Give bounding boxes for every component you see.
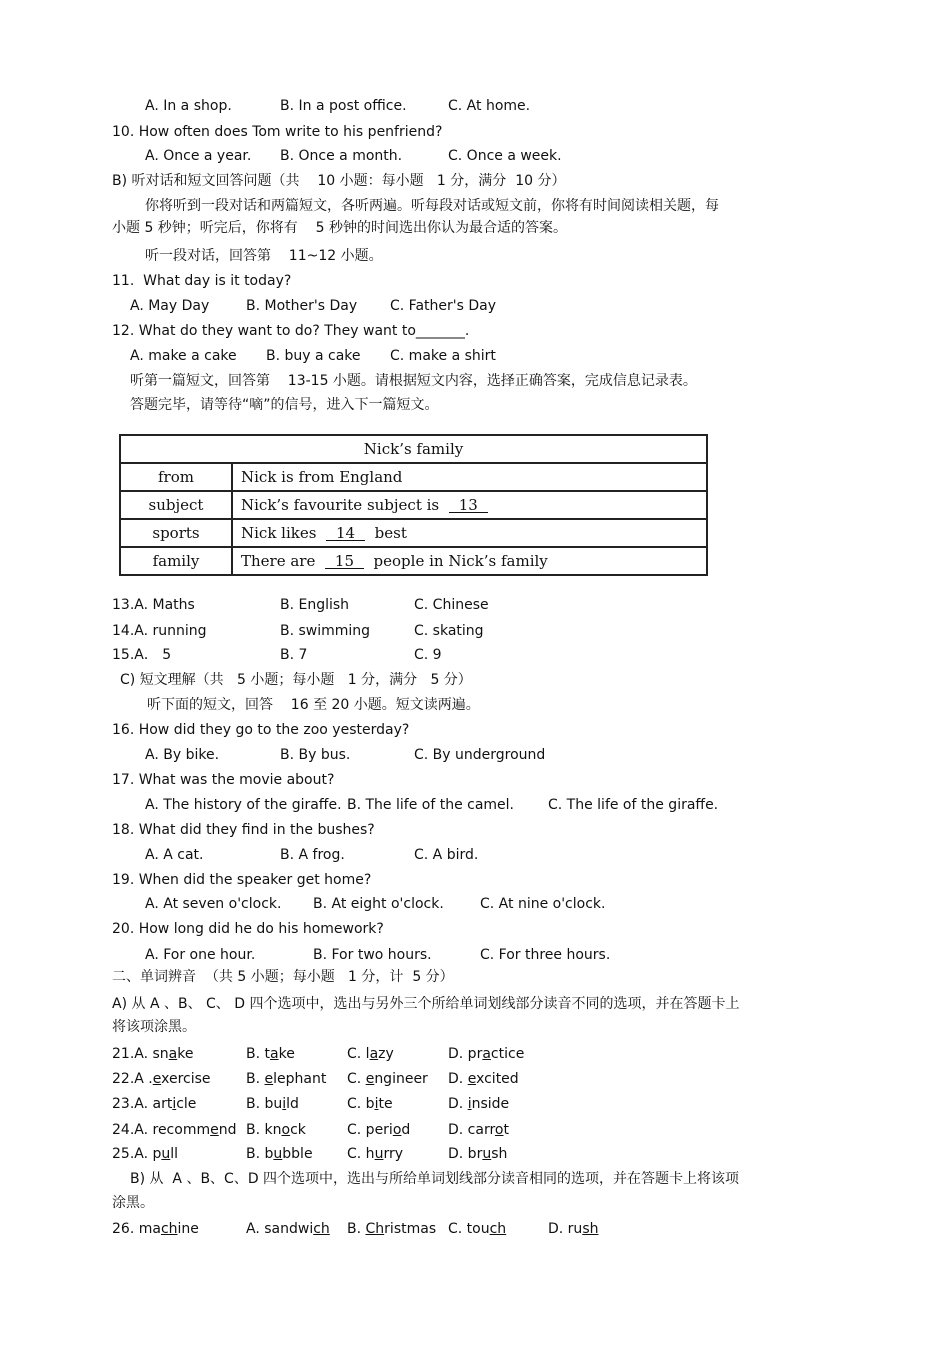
q15-option-c: C. 9: [414, 647, 442, 663]
phonetic-word: [112, 1121, 237, 1139]
phonetic-word: [347, 1121, 410, 1139]
word-prefix: B.: [246, 1071, 265, 1087]
section-c-heading: C) 短文理解（共 5 小题；每小题 1 分，满分 5 分）: [120, 672, 472, 688]
word-prefix: B. t: [246, 1046, 270, 1062]
word-prefix: C. peri: [347, 1122, 393, 1138]
q11-option-c: C. Father's Day: [390, 298, 496, 314]
row-label-from: from: [120, 463, 232, 491]
word-suffix: bble: [282, 1146, 313, 1162]
table-row: [120, 463, 707, 491]
underlined-letters: i: [282, 1096, 287, 1112]
phonetic-word: [347, 1220, 436, 1238]
q14-option-a: 14.A. running: [112, 623, 207, 639]
word-prefix: 22.A .: [112, 1071, 153, 1087]
phonetic-word: [246, 1045, 295, 1063]
underlined-letters: e: [365, 1071, 375, 1087]
word-suffix: zy: [378, 1046, 394, 1062]
underlined-letters: u: [482, 1146, 492, 1162]
phonetic-word: [246, 1145, 313, 1163]
phonetic-word: [548, 1220, 598, 1238]
word-prefix: B. b: [246, 1146, 274, 1162]
q13-option-b: B. English: [280, 597, 350, 613]
word-prefix: D. carr: [448, 1122, 495, 1138]
phonetic-word: [448, 1220, 506, 1238]
phonetic-word: [112, 1045, 194, 1063]
word-prefix: C. h: [347, 1146, 375, 1162]
underlined-letters: e: [467, 1071, 477, 1087]
q17-option-b: B. The life of the camel.: [347, 797, 515, 813]
underlined-letters: ch: [313, 1221, 330, 1237]
underlined-letters: a: [270, 1046, 279, 1062]
q20-option-b: B. For two hours.: [313, 947, 432, 963]
dialog-instruction: 听一段对话，回答第 11~12 小题。: [145, 248, 383, 264]
phonetic-word: [246, 1121, 306, 1139]
q20-option-a: A. For one hour.: [145, 947, 256, 963]
phonetic-word: [246, 1070, 326, 1088]
q10-option-c: C. Once a week.: [448, 148, 562, 164]
underlined-letters: ch: [160, 1221, 178, 1237]
word-suffix: d: [401, 1122, 411, 1138]
family-text: There are: [241, 552, 316, 570]
underlined-letters: u: [161, 1146, 171, 1162]
phonetic-word: [112, 1145, 178, 1163]
blank-15: 15: [325, 554, 364, 569]
phonetic-word: [112, 1095, 196, 1113]
word-suffix: ke: [278, 1046, 295, 1062]
word-prefix: C. b: [347, 1096, 375, 1112]
word-suffix: t: [503, 1122, 509, 1138]
word-prefix: D. ru: [548, 1221, 583, 1237]
word-prefix: B. bu: [246, 1096, 283, 1112]
q13-option-c: C. Chinese: [414, 597, 489, 613]
word-suffix: ke: [177, 1046, 194, 1062]
part2-instruction-a-1: A) 从 A 、B、 C、 D 四个选项中，选出与另外三个所给单词划线部分读音不同的选项，并在答题卡上: [112, 996, 740, 1012]
q16-option-c: C. By underground: [414, 747, 546, 763]
q19-option-c: C. At nine o'clock.: [480, 896, 606, 912]
q9-option-c: C. At home.: [448, 98, 531, 114]
phonetic-word: [347, 1070, 428, 1088]
word-suffix: ine: [177, 1221, 199, 1237]
q11-option-b: B. Mother's Day: [246, 298, 358, 314]
blank-14: 14: [326, 526, 365, 541]
q19-option-b: B. At eight o'clock.: [313, 896, 444, 912]
word-prefix: B. kn: [246, 1122, 282, 1138]
word-prefix: C.: [347, 1071, 366, 1087]
row-label-family: family: [120, 547, 232, 575]
q11-option-a: A. May Day: [130, 298, 210, 314]
q14-option-c: C. skating: [414, 623, 484, 639]
word-suffix: te: [378, 1096, 393, 1112]
phonetic-word: [448, 1095, 509, 1113]
q16-option-b: B. By bus.: [280, 747, 351, 763]
word-prefix: C. tou: [448, 1221, 490, 1237]
q19-question: 19. When did the speaker get home?: [112, 872, 372, 888]
q17-option-a: A. The history of the giraffe.: [145, 797, 342, 813]
q15-option-b: B. 7: [280, 647, 308, 663]
q10-option-a: A. Once a year.: [145, 148, 252, 164]
underlined-letters: e: [152, 1071, 162, 1087]
q16-option-a: A. By bike.: [145, 747, 220, 763]
blank-13: 13: [449, 498, 488, 513]
word-suffix: rry: [383, 1146, 403, 1162]
q16-question: 16. How did they go to the zoo yesterday?: [112, 722, 410, 738]
underlined-letters: a: [482, 1046, 491, 1062]
q12-option-c: C. make a shirt: [390, 348, 496, 364]
row-value-family: [232, 547, 707, 575]
part2-instruction-b-2: 涂黑。: [112, 1195, 154, 1211]
underlined-letters: sh: [582, 1221, 599, 1237]
word-suffix: ristmas: [384, 1221, 437, 1237]
section-c-instruction: 听下面的短文，回答 16 至 20 小题。短文读两遍。: [147, 697, 480, 713]
row-value-sports: [232, 519, 707, 547]
q10-option-b: B. Once a month.: [280, 148, 403, 164]
word-suffix: nside: [471, 1096, 510, 1112]
table-row: [120, 547, 707, 575]
word-suffix: ld: [286, 1096, 299, 1112]
phonetic-word: [448, 1145, 507, 1163]
q17-question: 17. What was the movie about?: [112, 772, 335, 788]
phonetic-word: [112, 1220, 199, 1238]
q17-option-c: C. The life of the giraffe.: [548, 797, 719, 813]
underlined-letters: e: [264, 1071, 274, 1087]
q18-option-a: A. A cat.: [145, 847, 204, 863]
from-text: Nick is from England: [241, 468, 403, 486]
q9-option-b: B. In a post office.: [280, 98, 407, 114]
q12-option-b: B. buy a cake: [266, 348, 361, 364]
phonetic-word: [347, 1045, 394, 1063]
word-prefix: 26. ma: [112, 1221, 161, 1237]
underlined-letters: o: [494, 1122, 504, 1138]
part2-instruction-a-2: 将该项涂黑。: [112, 1019, 196, 1035]
passage1-instruction-1: 听第一篇短文，回答第 13-15 小题。请根据短文内容，选择正确答案，完成信息记录表。: [130, 373, 697, 389]
underlined-letters: ch: [489, 1221, 507, 1237]
sports-text: Nick likes: [241, 524, 317, 542]
q18-option-b: B. A frog.: [280, 847, 345, 863]
word-prefix: D.: [448, 1096, 468, 1112]
q20-question: 20. How long did he do his homework?: [112, 921, 384, 937]
part2-instruction-b-1: B) 从 A 、B、C、D 四个选项中，选出与所给单词划线部分读音相同的选项，并在答题卡上将该项: [130, 1171, 740, 1187]
phonetic-word: [246, 1220, 330, 1238]
underlined-letters: i: [374, 1096, 379, 1112]
word-prefix: 23.A. art: [112, 1096, 173, 1112]
word-prefix: D. pr: [448, 1046, 483, 1062]
word-suffix: lephant: [273, 1071, 327, 1087]
underlined-letters: u: [273, 1146, 283, 1162]
underlined-letters: i: [467, 1096, 472, 1112]
phonetic-word: [448, 1121, 509, 1139]
passage1-instruction-2: 答题完毕，请等待“嘀”的信号，进入下一篇短文。: [130, 397, 439, 413]
q9-option-a: A. In a shop.: [145, 98, 232, 114]
q10-question: 10. How often does Tom write to his penfriend?: [112, 124, 443, 140]
word-suffix: ll: [170, 1146, 179, 1162]
word-prefix: C. l: [347, 1046, 370, 1062]
part2-heading: 二、单词辨音 （共 5 小题；每小题 1 分，计 5 分）: [112, 969, 454, 985]
word-suffix: nd: [218, 1122, 237, 1138]
phonetic-word: [112, 1070, 211, 1088]
word-suffix: xercise: [161, 1071, 211, 1087]
underlined-letters: e: [210, 1122, 219, 1138]
sports-text-end: best: [374, 524, 407, 542]
q14-option-b: B. swimming: [280, 623, 371, 639]
underlined-letters: a: [369, 1046, 379, 1062]
q11-question: 11. What day is it today?: [112, 273, 292, 289]
nick-family-table: [119, 434, 708, 576]
q12-option-a: A. make a cake: [130, 348, 237, 364]
phonetic-word: [448, 1070, 519, 1088]
section-b-instruction-1: 你将听到一段对话和两篇短文，各听两遍。听每段对话或短文前，你将有时间阅读相关题，每: [145, 198, 719, 214]
row-label-sports: sports: [120, 519, 232, 547]
row-value-subject: [232, 491, 707, 519]
q19-option-a: A. At seven o'clock.: [145, 896, 282, 912]
table-row: [120, 491, 707, 519]
q18-question: 18. What did they find in the bushes?: [112, 822, 375, 838]
word-suffix: xcited: [476, 1071, 519, 1087]
q20-option-c: C. For three hours.: [480, 947, 611, 963]
table-title: Nick’s family: [120, 435, 707, 463]
family-text-end: people in Nick’s family: [373, 552, 548, 570]
word-suffix: ctice: [490, 1046, 525, 1062]
q15-option-a: 15.A． 5: [112, 647, 172, 663]
word-prefix: 21.A. sn: [112, 1046, 169, 1062]
row-value-from: [232, 463, 707, 491]
underlined-letters: a: [168, 1046, 178, 1062]
word-prefix: D.: [448, 1071, 468, 1087]
underlined-letters: Ch: [365, 1221, 385, 1237]
underlined-letters: i: [172, 1096, 177, 1112]
table-row: [120, 519, 707, 547]
subject-text: Nick’s favourite subject is: [241, 496, 440, 514]
word-prefix: D. br: [448, 1146, 483, 1162]
word-prefix: 24.A. recomm: [112, 1122, 211, 1138]
section-b-heading: B) 听对话和短文回答问题（共 10 小题：每小题 1 分，满分 10 分）: [112, 173, 566, 189]
underlined-letters: o: [281, 1122, 291, 1138]
section-b-instruction-2: 小题 5 秒钟；听完后，你将有 5 秒钟的时间选出你认为最合适的答案。: [112, 220, 567, 236]
word-prefix: A. sandwi: [246, 1221, 314, 1237]
q18-option-c: C. A bird.: [414, 847, 479, 863]
word-suffix: cle: [176, 1096, 197, 1112]
q13-option-a: 13.A. Maths: [112, 597, 195, 613]
word-suffix: ngineer: [374, 1071, 428, 1087]
q12-question: 12. What do they want to do? They want to_______.: [112, 323, 470, 339]
phonetic-word: [448, 1045, 524, 1063]
word-suffix: ck: [290, 1122, 306, 1138]
row-label-subject: subject: [120, 491, 232, 519]
word-prefix: 25.A. p: [112, 1146, 162, 1162]
underlined-letters: o: [392, 1122, 402, 1138]
phonetic-word: [246, 1095, 299, 1113]
word-prefix: B.: [347, 1221, 366, 1237]
phonetic-word: [347, 1145, 403, 1163]
word-suffix: sh: [491, 1146, 508, 1162]
phonetic-word: [347, 1095, 393, 1113]
underlined-letters: u: [374, 1146, 384, 1162]
